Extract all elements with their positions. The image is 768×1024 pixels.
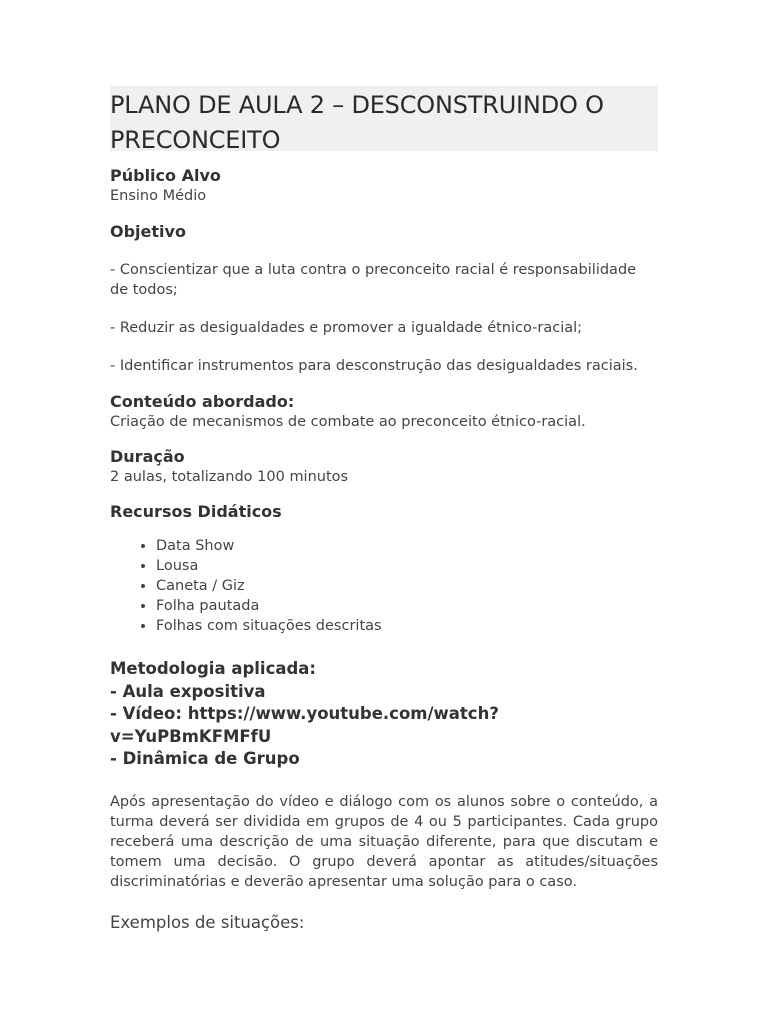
section-duracao — [110, 447, 658, 487]
section-metodologia — [110, 658, 658, 771]
duracao-heading: Duração — [110, 447, 185, 466]
metodologia-item-video-link[interactable]: - Vídeo: https://www.youtube.com/watch?v=YuPBmKFMFfU — [110, 704, 499, 746]
section-recursos — [110, 502, 658, 636]
exemplos-heading: Exemplos de situações: — [110, 912, 305, 932]
conteudo-heading: Conteúdo abordado: — [110, 392, 295, 411]
page-title — [110, 88, 658, 158]
metodologia-item: - Dinâmica de Grupo — [110, 749, 300, 768]
metodologia-item: - Aula expositiva — [110, 681, 266, 701]
list-item: • Folhas com situações descritas — [156, 616, 658, 636]
section-objetivo — [110, 222, 658, 376]
duracao-value: 2 aulas, totalizando 100 minutos — [110, 469, 349, 485]
list-item: • Lousa — [156, 556, 658, 576]
list-item: • Folha pautada — [156, 596, 658, 616]
metodologia-heading: Metodologia aplicada: — [110, 659, 317, 678]
objetivo-heading: Objetivo — [110, 222, 186, 241]
publico-heading: Público Alvo — [110, 166, 221, 185]
section-publico-alvo — [110, 166, 658, 206]
conteudo-value: Criação de mecanismos de combate ao preconceito étnico-racial. — [110, 414, 586, 430]
list-item: • Caneta / Giz — [156, 576, 658, 596]
page-title-line1: PLANO DE AULA 2 – DESCONSTRUINDO O — [110, 91, 604, 119]
objetivo-item: - Reduzir as desigualdades e promover a igualdade étnico-racial; — [110, 320, 583, 336]
objetivo-item: - Conscientizar que a luta contra o preconceito racial é responsabilidade de todos; — [110, 262, 637, 298]
title-banner — [110, 86, 658, 154]
objetivo-item: - Identificar instrumentos para desconstrução das desigualdades raciais. — [110, 358, 638, 374]
page-title-line2: PRECONCEITO — [110, 126, 281, 154]
recursos-heading: Recursos Didáticos — [110, 502, 282, 521]
list-item: • Data Show — [156, 536, 658, 556]
publico-value: Ensino Médio — [110, 188, 207, 204]
document-page — [110, 86, 658, 934]
recursos-list — [110, 536, 658, 636]
description-paragraph: Após apresentação do vídeo e diálogo com os alunos sobre o conteúdo, a turma deverá ser dividida em grupos de 4 ou 5 participantes. Cada grupo receberá uma descrição de uma situação diferente, para que discutam e tomem uma decisão. O grupo deverá apontar as atitudes/situações discriminatórias e deverão apresentar uma solução para o caso. — [110, 793, 658, 890]
section-conteudo — [110, 392, 658, 432]
